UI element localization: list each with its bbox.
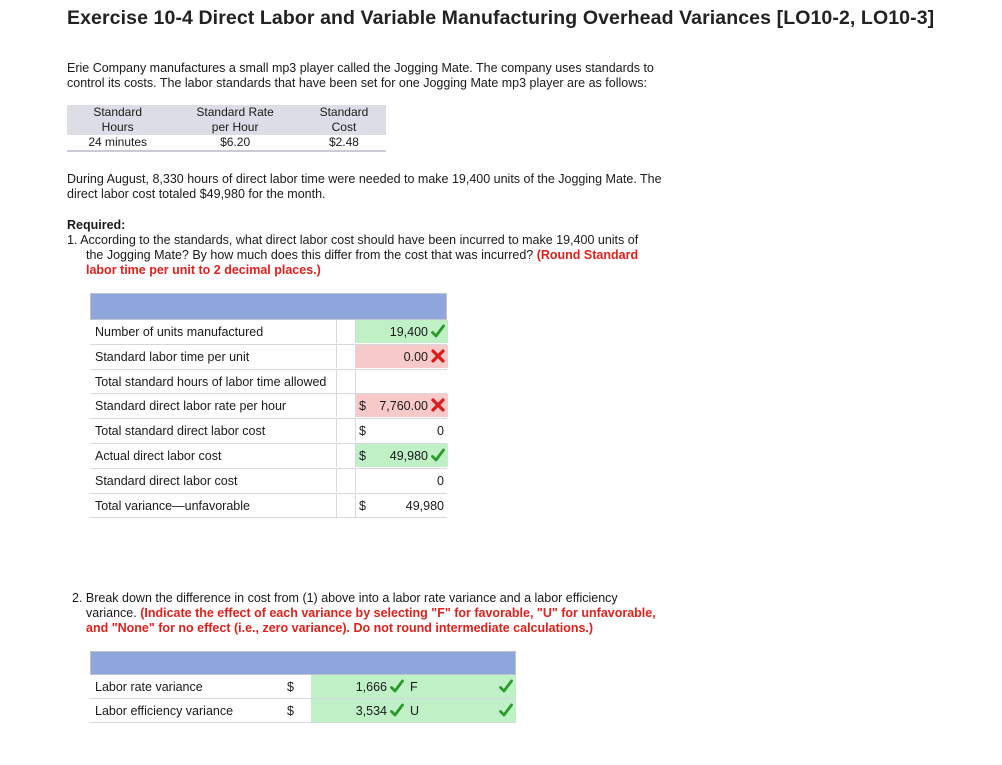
q2-section <box>72 591 656 636</box>
answer-row-label: Total standard direct labor cost <box>95 424 266 439</box>
answer-row <box>90 469 447 494</box>
variance-row <box>90 699 516 723</box>
variance-effect-select[interactable] <box>407 675 516 698</box>
currency-symbol: $ <box>287 680 294 694</box>
answer-row-label: Number of units manufactured <box>95 325 264 339</box>
std-value-rate: $6.20 <box>168 135 302 151</box>
check-icon <box>390 703 404 717</box>
required-heading: Required: <box>67 218 126 232</box>
required-section <box>67 218 638 278</box>
page-title: Exercise 10-4 Direct Labor and Variable Manufacturing Overhead Variances [LO10-2, LO10-3] <box>67 7 935 29</box>
currency-symbol: $ <box>359 498 366 513</box>
variance-label: Labor efficiency variance <box>95 704 234 718</box>
check-icon <box>431 324 445 338</box>
std-value-hours: 24 minutes <box>67 135 168 151</box>
check-icon <box>499 703 513 717</box>
answer-input-cell[interactable] <box>355 394 448 417</box>
answer-input-cell[interactable] <box>355 444 448 467</box>
answer-table-1 <box>90 293 447 518</box>
q1-line-3: labor time per unit to 2 decimal places.) <box>86 263 321 277</box>
answer-row-label: Total standard hours of labor time allowed <box>95 374 327 389</box>
std-value-cost: $2.48 <box>302 135 386 151</box>
answer-row <box>90 444 447 469</box>
q2-line-1: 2. Break down the difference in cost from (1) above into a labor rate variance and a labor efficiency <box>72 591 618 605</box>
std-header-hours: Standard Hours <box>67 105 168 135</box>
answer-input-cell[interactable] <box>355 345 448 368</box>
q2-line-2: variance. (Indicate the effect of each variance by selecting "F" for favorable, "U" for unfavorable, <box>86 606 656 620</box>
x-icon <box>431 349 445 363</box>
variance-amount-cell[interactable] <box>311 699 407 722</box>
answer-row <box>90 345 447 370</box>
answer-value: 0 <box>437 473 444 488</box>
answer-value: 19,400 <box>389 325 428 339</box>
answer-row-label: Total variance—unfavorable <box>95 498 250 513</box>
variance-effect: U <box>410 704 420 718</box>
august-line-1: During August, 8,330 hours of direct labor time were needed to make 19,400 units of the Jogging Mate. The <box>67 172 662 186</box>
answer-value: 0 <box>437 424 444 439</box>
std-header-cost: Standard Cost <box>302 105 386 135</box>
standards-table <box>67 105 386 152</box>
variance-amount: 1,666 <box>355 680 387 694</box>
variance-row <box>90 675 516 699</box>
x-icon <box>431 398 445 412</box>
answer-input-cell[interactable] <box>355 494 448 517</box>
answer-value: 7,760.00 <box>379 399 428 414</box>
answer-row-label: Actual direct labor cost <box>95 448 222 463</box>
answer-input-cell[interactable] <box>355 469 448 492</box>
answer-row <box>90 370 447 395</box>
answer-row-label: Standard labor time per unit <box>95 349 250 364</box>
answer-row-label: Standard direct labor cost <box>95 473 238 488</box>
answer-table-2-header <box>90 651 516 675</box>
answer-row-label: Standard direct labor rate per hour <box>95 399 287 414</box>
intro-line-1: Erie Company manufactures a small mp3 player called the Jogging Mate. The company uses standards to <box>67 61 654 75</box>
answer-row <box>90 419 447 444</box>
variance-amount-cell[interactable] <box>311 675 407 698</box>
variance-label: Labor rate variance <box>95 680 203 694</box>
august-paragraph <box>67 172 662 202</box>
q1-line-1: 1. According to the standards, what direct labor cost should have been incurred to make 19,400 units of <box>67 233 639 247</box>
variance-effect: F <box>410 680 418 694</box>
answer-row <box>90 394 447 419</box>
answer-table-1-header <box>90 293 447 320</box>
currency-symbol: $ <box>359 399 366 414</box>
variance-effect-select[interactable] <box>407 699 516 722</box>
answer-input-cell[interactable] <box>355 320 448 343</box>
check-icon <box>390 679 404 693</box>
intro-line-2: control its costs. The labor standards that have been set for one Jogging Mate mp3 player are as follows: <box>67 76 647 90</box>
check-icon <box>499 679 513 693</box>
check-icon <box>431 448 445 462</box>
answer-value: 0.00 <box>403 349 428 364</box>
answer-value: 49,980 <box>405 498 444 513</box>
answer-row <box>90 320 447 345</box>
q1-line-2: the Jogging Mate? By how much does this differ from the cost that was incurred? (Round Standard <box>86 248 639 262</box>
currency-symbol: $ <box>287 704 294 718</box>
std-header-rate: Standard Rate per Hour <box>168 105 302 135</box>
august-line-2: direct labor cost totaled $49,980 for the month. <box>67 187 326 201</box>
intro-paragraph <box>67 61 654 91</box>
currency-symbol: $ <box>359 448 366 463</box>
variance-amount: 3,534 <box>355 704 387 718</box>
answer-input-cell[interactable] <box>355 370 448 393</box>
q2-line-3: and "None" for no effect (i.e., zero variance). Do not round intermediate calculations.) <box>86 621 594 635</box>
answer-input-cell[interactable] <box>355 419 448 442</box>
currency-symbol: $ <box>359 424 366 439</box>
answer-value: 49,980 <box>389 448 428 463</box>
answer-row <box>90 494 447 519</box>
answer-table-2 <box>90 651 516 723</box>
